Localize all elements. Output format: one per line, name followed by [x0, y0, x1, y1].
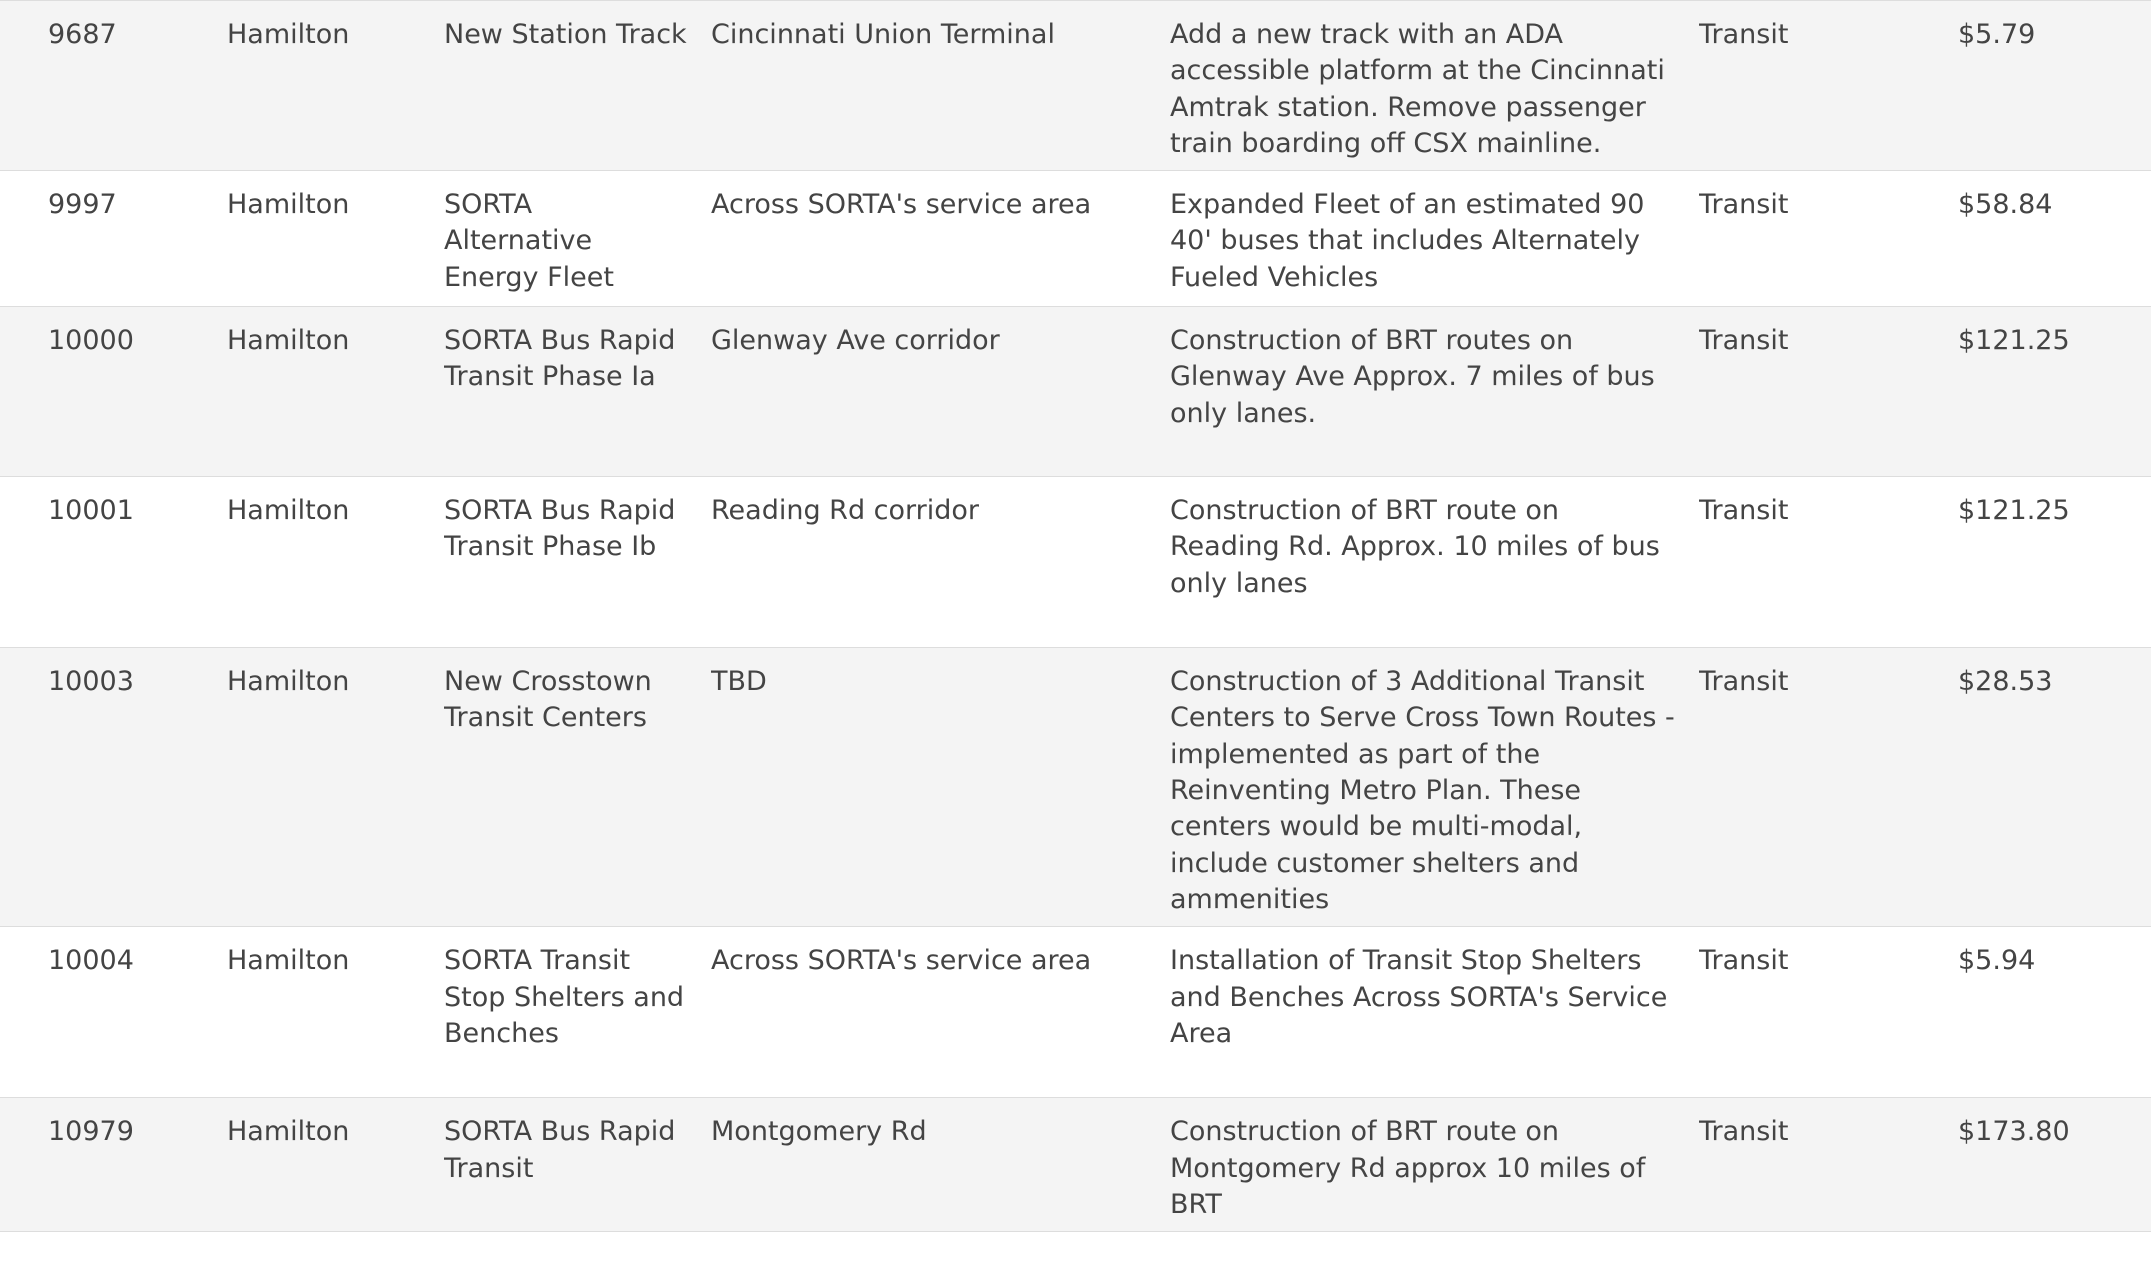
location-cell: TBD [711, 666, 767, 698]
project-name-cell: New Crosstown Transit Centers [444, 666, 652, 734]
project-id-cell: 10001 [48, 495, 134, 527]
description-cell: Construction of 3 Additional Transit Centers to Serve Cross Town Routes - implemented as part of the Reinventing Metro Plan. These centers would be multi-modal, include customer shelters and ammenities [1170, 666, 1675, 915]
project-name-cell: SORTA Bus Rapid Transit Phase Ib [444, 495, 676, 563]
table-row [0, 307, 2151, 477]
project-id-cell: 10000 [48, 325, 134, 357]
county-cell: Hamilton [227, 945, 350, 977]
location-cell: Cincinnati Union Terminal [711, 19, 1055, 50]
cost-cell: $121.25 [1958, 325, 2070, 357]
table-row [0, 477, 2151, 648]
type-cell: Transit [1699, 495, 1789, 527]
location-cell: Montgomery Rd [711, 1116, 927, 1148]
type-cell: Transit [1699, 1116, 1789, 1148]
county-cell: Hamilton [227, 495, 350, 527]
project-name-cell: SORTA Transit Stop Shelters and Benches [444, 945, 685, 1049]
location-cell: Across SORTA's service area [711, 945, 1092, 977]
table-row [0, 927, 2151, 1098]
table-row [0, 1098, 2151, 1232]
project-id-cell: 10004 [48, 945, 134, 977]
type-cell: Transit [1699, 666, 1789, 698]
project-id-cell: 9997 [48, 189, 117, 221]
county-cell: Hamilton [227, 19, 350, 50]
cost-cell: $5.94 [1958, 945, 2036, 977]
type-cell: Transit [1699, 19, 1789, 50]
table-row [0, 648, 2151, 927]
project-id-cell: 10979 [48, 1116, 134, 1148]
description-cell: Construction of BRT route on Reading Rd. Approx. 10 miles of bus only lanes [1170, 495, 1660, 599]
description-cell: Expanded Fleet of an estimated 90 40' buses that includes Alternately Fueled Vehicles [1170, 189, 1645, 293]
cost-cell: $173.80 [1958, 1116, 2070, 1148]
project-name-cell: SORTA Bus Rapid Transit [444, 1116, 676, 1184]
location-cell: Reading Rd corridor [711, 495, 980, 527]
project-name-cell: SORTA Bus Rapid Transit Phase Ia [444, 325, 676, 393]
type-cell: Transit [1699, 189, 1789, 221]
description-cell: Construction of BRT route on Montgomery Rd approx 10 miles of BRT [1170, 1116, 1646, 1220]
type-cell: Transit [1699, 325, 1789, 357]
project-id-cell: 9687 [48, 19, 117, 50]
type-cell: Transit [1699, 945, 1789, 977]
table-row [0, 1, 2151, 171]
cost-cell: $5.79 [1958, 19, 2036, 50]
project-id-cell: 10003 [48, 666, 134, 698]
county-cell: Hamilton [227, 1116, 350, 1148]
location-cell: Glenway Ave corridor [711, 325, 1000, 357]
county-cell: Hamilton [227, 666, 350, 698]
cost-cell: $28.53 [1958, 666, 2053, 698]
county-cell: Hamilton [227, 325, 350, 357]
cost-cell: $121.25 [1958, 495, 2070, 527]
description-cell: Construction of BRT routes on Glenway Ave Approx. 7 miles of bus only lanes. [1170, 325, 1655, 429]
description-cell: Installation of Transit Stop Shelters and Benches Across SORTA's Service Area [1170, 945, 1668, 1049]
cost-cell: $58.84 [1958, 189, 2053, 221]
project-name-cell: New Station Track [444, 19, 687, 50]
table-row [0, 171, 2151, 307]
location-cell: Across SORTA's service area [711, 189, 1092, 221]
project-name-cell: SORTA Alternative Energy Fleet [444, 189, 614, 293]
description-cell: Add a new track with an ADA accessible platform at the Cincinnati Amtrak station. Remove passenger train boarding off CSX mainline. [1170, 19, 1665, 159]
county-cell: Hamilton [227, 189, 350, 221]
